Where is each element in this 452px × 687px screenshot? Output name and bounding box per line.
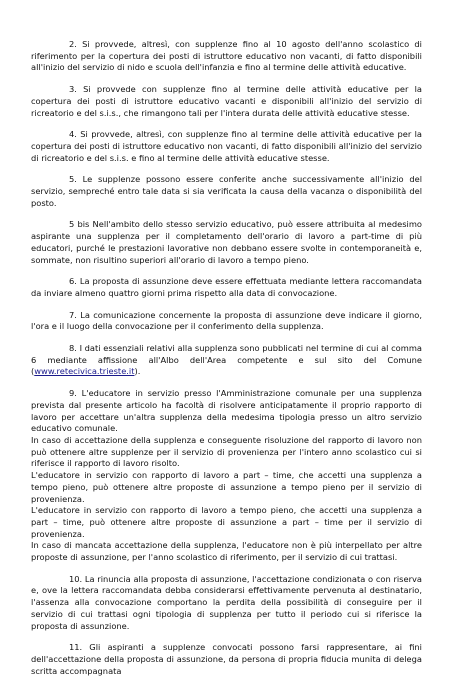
paragraph-9-case-refuse: In caso di mancata accettazione della supplenza, l'educatore non è più interpellato per altre proposte di assunzione, per l'anno scolastico di riferimento, per il servizio di cui trattasi.: [31, 540, 422, 563]
comune-website-link[interactable]: www.retecivica.trieste.it: [34, 366, 135, 377]
paragraph-9: [31, 388, 422, 435]
paragraph-11: [31, 642, 422, 677]
paragraph-6-text: 6. La proposta di assunzione deve essere effettuata mediante lettera raccomandata da inviare almeno quattro giorni prima rispetto alla data di convocazione.: [31, 276, 422, 298]
paragraph-5-text: 5. Le supplenze possono essere conferite anche successivamente all'inizio del servizio, sempreché entro tale data si sia verificata la causa della vacanza o disponibilità del posto.: [31, 174, 422, 208]
document-body: [31, 39, 422, 687]
paragraph-5: [31, 174, 422, 209]
paragraph-8: [31, 343, 422, 378]
paragraph-9-part-time: L'educatore in servizio con rapporto di lavoro a part – time, che accetti una supplenza a tempo pieno, può ottenere altre proposte di assunzione a tempo pieno per il servizio di provenienza.: [31, 470, 422, 504]
paragraph-7: [31, 310, 422, 333]
paragraph-9-text: 9. L'educatore in servizio presso l'Amministrazione comunale per una supplenza prevista dal presente articolo ha facoltà di risolvere anticipatamente il proprio rapporto di lavoro per accettare un'altra supplenza della medesima tipologia presso un altro servizio educativo comunale.: [31, 388, 422, 434]
paragraph-8-text: 8. I dati essenziali relativi alla supplenza sono pubblicati nel termine di cui al comma 6 mediante affissione all'Albo dell'Area competente e sul sito del Comune (: [31, 343, 422, 377]
paragraph-4-text: 4. Si provvede, altresì, con supplenze fino al termine delle attività educative per la copertura dei posti di istruttore educativo non vacanti, di fatto disponibili all'inizio del servizio di ricreatorio e del s.i.s. e fino al termine delle attività educative stesse.: [31, 129, 422, 163]
paragraph-8-end: ).: [134, 366, 141, 377]
paragraph-2-text: 2. Si provvede, altresì, con supplenze fino al 10 agosto dell'anno scolastico di riferimento per la copertura dei posti di istruttore educativo non vacanti, di fatto disponibili all'inizio del servizio di nido e scuola dell'infanzia e fino al termine delle attività educative.: [31, 39, 422, 73]
paragraph-9-full-time: L'educatore in servizio con rapporto di lavoro a tempo pieno, che accetti una supplenza a part – time, può ottenere altre proposte di assunzione a part – time per il servizio di provenienza.: [31, 505, 422, 539]
paragraph-10-text: 10. La rinuncia alla proposta di assunzione, l'accettazione condizionata o con riserva e, ove la lettera raccomandata debba considerarsi effettivamente pervenuta al destinatario, l'assenza alla convocazione comportano la perdita della possibilità di conseguire per il servizio di cui trattasi ogni tipologia di supplenza per tutto il periodo cui si riferisce la proposta di assunzione.: [31, 573, 422, 631]
paragraph-2: [31, 39, 422, 74]
paragraph-3-text: 3. Si provvede con supplenze fino al termine delle attività educative per la copertura dei posti di istruttore educativo vacanti e disponibili all'inizio del servizio di ricreatorio e del s.i.s., che rimangono tali per l'intera durata delle attività educative stesse.: [31, 84, 422, 118]
paragraph-3: [31, 84, 422, 119]
paragraph-4: [31, 129, 422, 164]
paragraph-11-text: 11. Gli aspiranti a supplenze convocati possono farsi rappresentare, ai fini dell'accettazione della proposta di assunzione, da persona di propria fiducia munita di delega scritta accompagnata: [31, 642, 422, 676]
paragraph-9-case-accept: In caso di accettazione della supplenza e conseguente risoluzione del rapporto di lavoro non può ottenere altre supplenze per il servizio di provenienza per l'intero anno scolastico cui si riferisce il rapporto di lavoro risolto.: [31, 434, 422, 469]
paragraph-10: [31, 574, 422, 633]
paragraph-5-bis-text: 5 bis Nell'ambito dello stesso servizio educativo, può essere attribuita al medesimo aspirante una supplenza per il completamento dell'orario di lavoro a part-time di più educatori, purché le prestazioni lavorative non debbano essere svolte in contemporaneità e, sommate, non risultino superiori all'orario di lavoro a tempo pieno.: [31, 219, 422, 265]
paragraph-7-text: 7. La comunicazione concernente la proposta di assunzione deve indicare il giorno, l'ora e il luogo della convocazione per il conferimento della supplenza.: [31, 309, 422, 332]
paragraph-5-bis: [31, 219, 422, 266]
paragraph-6: [31, 276, 422, 299]
